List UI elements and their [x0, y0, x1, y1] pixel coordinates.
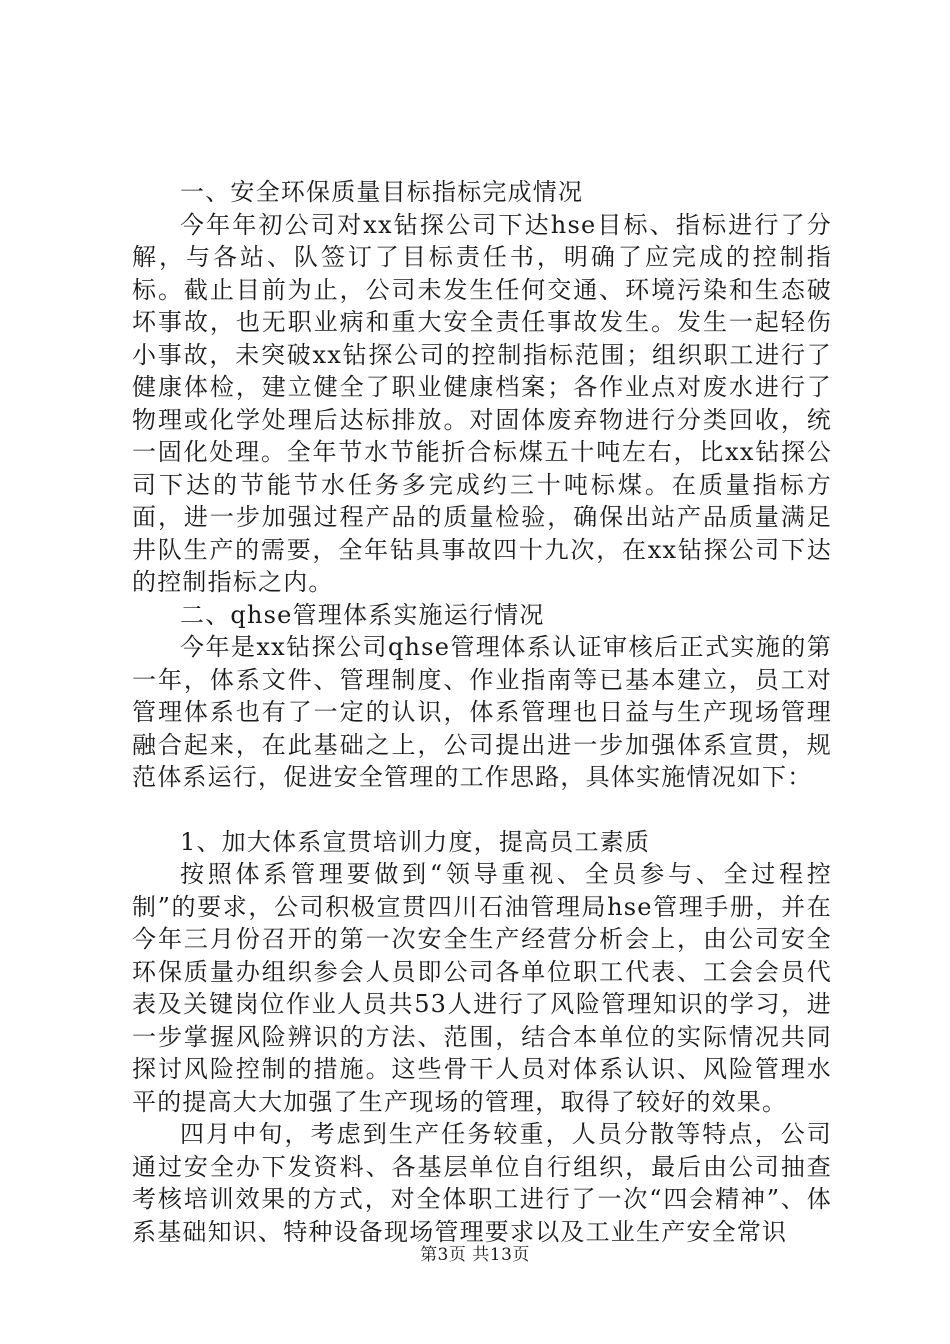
page-footer: 第3页 共13页: [420, 1245, 530, 1265]
subsection1-heading: 1、加大体系宣贯培训力度，提高员工素质: [180, 827, 651, 856]
section2-heading: 二、qhse管理体系实施运行情况: [180, 600, 545, 629]
subsection1-paragraph-2: 四月中旬，考虑到生产任务较重，人员分散等特点，公司通过安全办下发资料、各基层单位自行组织，最后由公司抽查考核培训效果的方式，对全体职工进行了一次“四会精神”、体系基础知识、特种设备现场管理要求以及工业生产安全常识: [132, 1120, 832, 1246]
document-body: [132, 176, 832, 1248]
subsection1-paragraph-1: 按照体系管理要做到“领导重视、全员参与、全过程控制”的要求，公司积极宣贯四川石油管理局hse管理手册，并在今年三月份召开的第一次安全生产经营分析会上，由公司安全环保质量办组织参会人员即公司各单位职工代表、工会会员代表及关键岗位作业人员共53人进行了风险管理知识的学习，进一步掌握风险辨识的方法、范围，结合本单位的实际情况共同探讨风险控制的措施。这些骨干人员对体系认识、风险管理水平的提高大大加强了生产现场的管理，取得了较好的效果。: [132, 860, 832, 1116]
section1-heading: 一、安全环保质量目标指标完成情况: [180, 178, 584, 206]
paragraph-spacer: [132, 794, 832, 826]
section2-paragraph-1: 今年是xx钻探公司qhse管理体系认证审核后正式实施的第一年，体系文件、管理制度、作业指南等已基本建立，员工对管理体系也有了一定的认识，体系管理也日益与生产现场管理融合起来，在此基础之上，公司提出进一步加强体系宣贯，规范体系运行，促进安全管理的工作思路，具体实施情况如下：: [132, 633, 832, 791]
section1-paragraph-1: 今年年初公司对xx钻探公司下达hse目标、指标进行了分解，与各站、队签订了目标责任书，明确了应完成的控制指标。截止目前为止，公司未发生任何交通、环境污染和生态破坏事故，也无职业病和重大安全责任事故发生。发生一起轻伤小事故，未突破xx钻探公司的控制指标范围；组织职工进行了健康体检，建立健全了职业健康档案；各作业点对废水进行了物理或化学处理后达标排放。对固体废弃物进行分类回收，统一固化处理。全年节水节能折合标煤五十吨左右，比xx钻探公司下达的节能节水任务多完成约三十吨标煤。在质量指标方面，进一步加强过程产品的质量检验，确保出站产品质量满足井队生产的需要，全年钻具事故四十九次，在xx钻探公司下达的控制指标之内。: [132, 210, 832, 596]
